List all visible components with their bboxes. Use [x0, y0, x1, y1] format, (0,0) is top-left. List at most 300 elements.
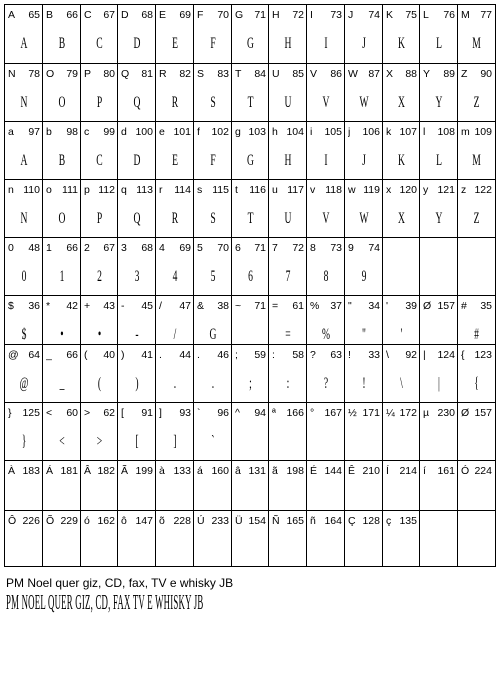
char-code: 66: [66, 349, 78, 361]
char-glyph-preview: S: [210, 94, 216, 111]
char-symbol: Í: [386, 465, 389, 477]
char-label: [348, 242, 380, 255]
char-symbol: @: [8, 349, 19, 361]
char-code: 100: [135, 126, 153, 138]
char-row: [4, 460, 495, 510]
char-cell: [457, 402, 496, 460]
char-glyph-preview: •: [60, 326, 64, 343]
char-symbol: y: [423, 184, 429, 196]
char-label: [461, 349, 492, 362]
char-code: 125: [22, 407, 40, 419]
char-label: [235, 242, 266, 255]
char-glyph-preview: .: [211, 375, 215, 392]
char-label: [310, 515, 342, 528]
char-glyph-preview: X: [398, 210, 405, 227]
char-glyph-preview: (: [97, 375, 102, 392]
char-symbol: ": [348, 300, 352, 312]
char-cell: [344, 237, 383, 295]
char-symbol: 6: [235, 242, 241, 254]
char-symbol: i: [310, 126, 313, 138]
char-code: 91: [141, 407, 153, 419]
char-cell: [231, 4, 269, 63]
char-symbol: m: [461, 126, 470, 138]
char-glyph-preview: J: [362, 35, 366, 52]
char-cell: [193, 344, 232, 402]
char-label: [159, 184, 191, 197]
char-symbol: 2: [84, 242, 90, 254]
char-code: 119: [363, 184, 380, 196]
char-row: [4, 4, 495, 63]
char-cell: [4, 344, 43, 402]
char-cell: [80, 237, 118, 295]
char-symbol: V: [310, 68, 318, 80]
char-cell: [419, 121, 458, 179]
char-label: [8, 9, 40, 22]
char-glyph-preview: [315, 427, 338, 457]
char-glyph-preview: =: [285, 326, 291, 343]
char-glyph-preview: T: [247, 210, 254, 227]
char-cell: [117, 4, 156, 63]
char-code: 128: [362, 515, 380, 527]
char-cell: [193, 179, 232, 237]
char-symbol: ã: [272, 465, 278, 477]
char-symbol: ;: [235, 349, 238, 361]
char-glyph-preview: G: [247, 152, 254, 169]
char-cell: [155, 510, 194, 567]
char-glyph-preview: N: [20, 94, 28, 111]
char-code: 172: [399, 407, 417, 419]
char-label: [310, 126, 342, 139]
char-glyph-preview: :: [286, 375, 290, 392]
char-symbol: ¼: [386, 407, 395, 419]
char-code: 69: [179, 242, 191, 254]
char-cell: [193, 295, 232, 344]
char-symbol: °: [310, 407, 315, 419]
char-label: [197, 407, 229, 420]
char-label: [121, 9, 153, 22]
char-label: [197, 349, 229, 362]
char-cell: [117, 121, 156, 179]
char-label: [272, 242, 304, 255]
char-code: 117: [287, 184, 304, 196]
char-label: [121, 184, 153, 197]
char-row: [4, 402, 495, 460]
char-symbol: Y: [423, 68, 431, 80]
char-code: 73: [330, 242, 342, 254]
char-symbol: t: [235, 184, 238, 196]
char-code: 124: [437, 349, 455, 361]
char-glyph-preview: D: [133, 152, 141, 169]
char-code: 80: [103, 68, 115, 80]
char-glyph-preview: |: [438, 375, 440, 392]
char-cell: [117, 63, 156, 121]
char-symbol: Ø: [423, 300, 432, 312]
char-label: [423, 407, 455, 420]
char-glyph-preview: 3: [134, 268, 140, 285]
char-glyph-preview: %: [321, 326, 330, 343]
char-code: 40: [103, 349, 115, 361]
char-label: [386, 184, 417, 197]
char-cell: [42, 4, 81, 63]
char-code: 81: [141, 68, 153, 80]
char-code: 66: [66, 9, 78, 21]
char-code: 90: [480, 68, 492, 80]
char-glyph-preview: K: [398, 152, 405, 169]
char-glyph-preview: K: [398, 35, 405, 52]
char-cell: [117, 510, 156, 567]
char-code: 123: [474, 349, 492, 361]
char-cell: [155, 63, 194, 121]
sample-text-label: PM Noel quer giz, CD, fax, TV e whisky JB: [6, 576, 234, 590]
char-label: [348, 465, 380, 478]
char-code: 121: [437, 184, 455, 196]
char-code: 39: [405, 300, 417, 312]
char-cell: [382, 344, 420, 402]
char-cell: [42, 402, 81, 460]
char-symbol: |: [423, 349, 426, 361]
char-cell: [457, 121, 496, 179]
char-glyph-preview: A: [20, 35, 28, 52]
char-label: [272, 465, 304, 478]
char-label: [348, 300, 380, 313]
char-code: 98: [66, 126, 78, 138]
char-symbol: ~: [235, 300, 242, 312]
char-code: 84: [254, 68, 266, 80]
char-symbol: ?: [310, 349, 316, 361]
char-glyph-preview: [126, 535, 149, 565]
char-glyph-preview: [353, 427, 376, 457]
char-label: [84, 407, 115, 420]
char-cell: [457, 179, 496, 237]
char-glyph-preview: -: [135, 326, 139, 343]
char-cell: [193, 63, 232, 121]
char-label: [121, 465, 153, 478]
char-label: [272, 68, 304, 81]
char-cell: [457, 510, 496, 567]
char-label: [46, 407, 78, 420]
char-cell: [268, 4, 307, 63]
char-label: [461, 300, 492, 313]
char-symbol: x: [386, 184, 392, 196]
char-symbol: â: [235, 465, 241, 477]
char-label: [423, 126, 455, 139]
char-code: 106: [362, 126, 380, 138]
char-cell: [155, 237, 194, 295]
char-symbol: ª: [272, 407, 276, 419]
char-label: [121, 349, 153, 362]
char-code: 87: [368, 68, 380, 80]
char-label: [46, 9, 78, 22]
char-cell: [231, 510, 269, 567]
char-glyph-preview: C: [96, 152, 103, 169]
sample-text-display: PM NOEL QUER GIZ, CD, FAX TV E WHISKY JB: [6, 590, 204, 614]
char-code: 69: [179, 9, 191, 21]
char-code: 101: [173, 126, 191, 138]
char-label: [46, 300, 78, 313]
char-cell: [42, 179, 81, 237]
char-code: 73: [330, 9, 342, 21]
char-label: [272, 349, 304, 362]
char-code: 97: [28, 126, 40, 138]
char-code: 71: [254, 9, 266, 21]
char-label: [197, 515, 229, 528]
char-symbol: G: [235, 9, 244, 21]
char-cell: [4, 295, 43, 344]
char-label: [235, 184, 266, 197]
char-glyph-preview: Q: [133, 94, 141, 111]
char-symbol: õ: [159, 515, 165, 527]
char-cell: [457, 460, 496, 510]
char-code: 108: [437, 126, 455, 138]
char-row: [4, 237, 495, 295]
char-glyph-preview: X: [398, 94, 405, 111]
char-glyph-preview: B: [58, 152, 66, 169]
char-label: [159, 349, 191, 362]
char-symbol: :: [272, 349, 275, 361]
char-label: [348, 126, 380, 139]
char-label: [272, 126, 304, 139]
char-glyph-preview: [315, 535, 338, 565]
char-symbol: /: [159, 300, 162, 312]
char-cell: [42, 460, 81, 510]
char-symbol: B: [46, 9, 54, 21]
char-cell: [42, 510, 81, 567]
char-cell: [155, 179, 194, 237]
char-code: 224: [474, 465, 492, 477]
char-code: 107: [399, 126, 417, 138]
char-symbol: 4: [159, 242, 165, 254]
char-glyph-preview: [13, 535, 36, 565]
char-symbol: E: [159, 9, 167, 21]
char-symbol: a: [8, 126, 14, 138]
char-label: [348, 184, 380, 197]
char-glyph-preview: [428, 427, 451, 457]
char-code: 72: [292, 9, 304, 21]
char-glyph-preview: 0: [21, 268, 27, 285]
char-label: [272, 9, 304, 22]
char-symbol: Ç: [348, 515, 356, 527]
char-symbol: K: [386, 9, 394, 21]
char-symbol: r: [159, 184, 163, 196]
char-label: [8, 407, 40, 420]
char-symbol: Õ: [46, 515, 55, 527]
char-symbol: ½: [348, 407, 357, 419]
char-symbol: 7: [272, 242, 278, 254]
char-label: [310, 68, 342, 81]
char-label: [84, 349, 115, 362]
char-code: 229: [60, 515, 78, 527]
char-label: [235, 407, 266, 420]
char-glyph-preview: O: [58, 94, 66, 111]
char-code: 41: [141, 349, 153, 361]
char-glyph-preview: M: [472, 35, 481, 52]
char-label: [461, 465, 492, 478]
char-symbol: I: [310, 9, 313, 21]
char-code: 62: [103, 407, 115, 419]
char-glyph-preview: .: [173, 375, 177, 392]
char-symbol: 0: [8, 242, 14, 254]
char-glyph-preview: ]: [173, 433, 177, 450]
char-glyph-preview: C: [96, 35, 103, 52]
char-label: [272, 184, 304, 197]
char-glyph-preview: [239, 427, 261, 457]
char-code: 157: [437, 300, 455, 312]
char-cell: [155, 402, 194, 460]
char-code: 105: [324, 126, 342, 138]
char-symbol: }: [8, 407, 12, 419]
char-cell: [344, 4, 383, 63]
char-code: 162: [97, 515, 115, 527]
char-cell: [117, 179, 156, 237]
char-glyph-preview: 9: [361, 268, 367, 285]
char-symbol: R: [159, 68, 167, 80]
char-glyph-preview: ): [135, 375, 139, 392]
char-cell: [4, 63, 43, 121]
char-code: 122: [474, 184, 492, 196]
char-row: [4, 510, 495, 567]
char-code: 96: [217, 407, 229, 419]
char-cell: [457, 344, 496, 402]
char-symbol: C: [84, 9, 92, 21]
char-symbol: A: [8, 9, 16, 21]
char-cell: [231, 402, 269, 460]
char-glyph-preview: V: [322, 210, 330, 227]
char-cell: [193, 4, 232, 63]
char-cell: [117, 402, 156, 460]
char-symbol: %: [310, 300, 320, 312]
char-code: 88: [405, 68, 417, 80]
char-label: [386, 126, 417, 139]
char-code: 67: [103, 9, 115, 21]
char-label: [46, 242, 78, 255]
char-glyph-preview: [353, 535, 376, 565]
char-glyph-preview: {: [474, 375, 479, 392]
char-code: 74: [368, 9, 380, 21]
char-cell: [419, 63, 458, 121]
char-code: 164: [324, 515, 342, 527]
char-glyph-preview: L: [436, 35, 442, 52]
char-label: [235, 68, 266, 81]
char-cell: [155, 121, 194, 179]
char-code: 36: [28, 300, 40, 312]
char-label: [197, 184, 229, 197]
char-cell: [268, 295, 307, 344]
char-label: [461, 9, 492, 22]
char-glyph-preview: [: [135, 433, 139, 450]
char-code: 99: [103, 126, 115, 138]
char-cell: [80, 402, 118, 460]
char-symbol: F: [197, 9, 204, 21]
char-glyph-preview: <: [59, 433, 65, 450]
char-symbol: ': [386, 300, 389, 312]
char-symbol: o: [46, 184, 52, 196]
char-code: 37: [330, 300, 342, 312]
char-cell: [231, 295, 269, 344]
char-cell: [306, 4, 345, 63]
char-glyph-preview: U: [284, 94, 292, 111]
char-cell: [268, 121, 307, 179]
char-label: [310, 184, 342, 197]
char-label: [386, 407, 417, 420]
char-label: [461, 184, 492, 197]
char-label: [386, 465, 417, 478]
char-cell: [344, 179, 383, 237]
char-glyph-preview: 5: [210, 268, 216, 285]
char-cell: [155, 344, 194, 402]
char-row: [4, 179, 495, 237]
char-symbol: .: [197, 349, 200, 361]
char-code: 43: [103, 300, 115, 312]
char-symbol: Z: [461, 68, 468, 80]
char-code: 85: [292, 68, 304, 80]
char-label: [121, 242, 153, 255]
char-label: [121, 68, 153, 81]
char-symbol: b: [46, 126, 52, 138]
char-cell: [4, 237, 43, 295]
char-cell: [117, 295, 156, 344]
char-code: 58: [292, 349, 304, 361]
char-code: 120: [399, 184, 417, 196]
char-cell: [231, 460, 269, 510]
char-symbol: #: [461, 300, 467, 312]
char-symbol: Q: [121, 68, 130, 80]
char-label: [235, 126, 266, 139]
char-code: 63: [330, 349, 342, 361]
char-glyph-preview: [390, 535, 412, 565]
char-cell: [80, 4, 118, 63]
char-label: [461, 242, 492, 255]
char-label: [386, 68, 417, 81]
char-code: 70: [217, 242, 229, 254]
char-glyph-preview: [428, 535, 451, 565]
char-glyph-preview: L: [436, 152, 442, 169]
char-glyph-preview: [428, 262, 451, 292]
char-glyph-preview: [88, 535, 110, 565]
char-cell: [268, 179, 307, 237]
char-symbol: +: [84, 300, 91, 312]
char-label: [272, 515, 304, 528]
char-label: [423, 300, 455, 313]
char-label: [46, 465, 78, 478]
char-cell: [306, 344, 345, 402]
char-cell: [155, 460, 194, 510]
char-glyph-preview: [202, 535, 225, 565]
char-cell: [382, 179, 420, 237]
char-code: 181: [60, 465, 78, 477]
char-label: [310, 9, 342, 22]
char-label: [46, 515, 78, 528]
char-label: [423, 465, 455, 478]
char-cell: [4, 510, 43, 567]
char-code: 93: [179, 407, 191, 419]
char-label: [159, 300, 191, 313]
char-cell: [457, 237, 496, 295]
char-cell: [382, 4, 420, 63]
char-cell: [42, 121, 81, 179]
char-label: [84, 9, 115, 22]
char-glyph-preview: Z: [473, 210, 480, 227]
char-glyph-preview: [465, 262, 487, 292]
char-code: 183: [22, 465, 40, 477]
char-cell: [344, 63, 383, 121]
char-cell: [268, 63, 307, 121]
char-label: [348, 515, 380, 528]
char-code: 103: [248, 126, 266, 138]
char-label: [197, 68, 229, 81]
char-code: 109: [474, 126, 492, 138]
char-glyph-preview: [465, 535, 487, 565]
char-label: [310, 300, 342, 313]
